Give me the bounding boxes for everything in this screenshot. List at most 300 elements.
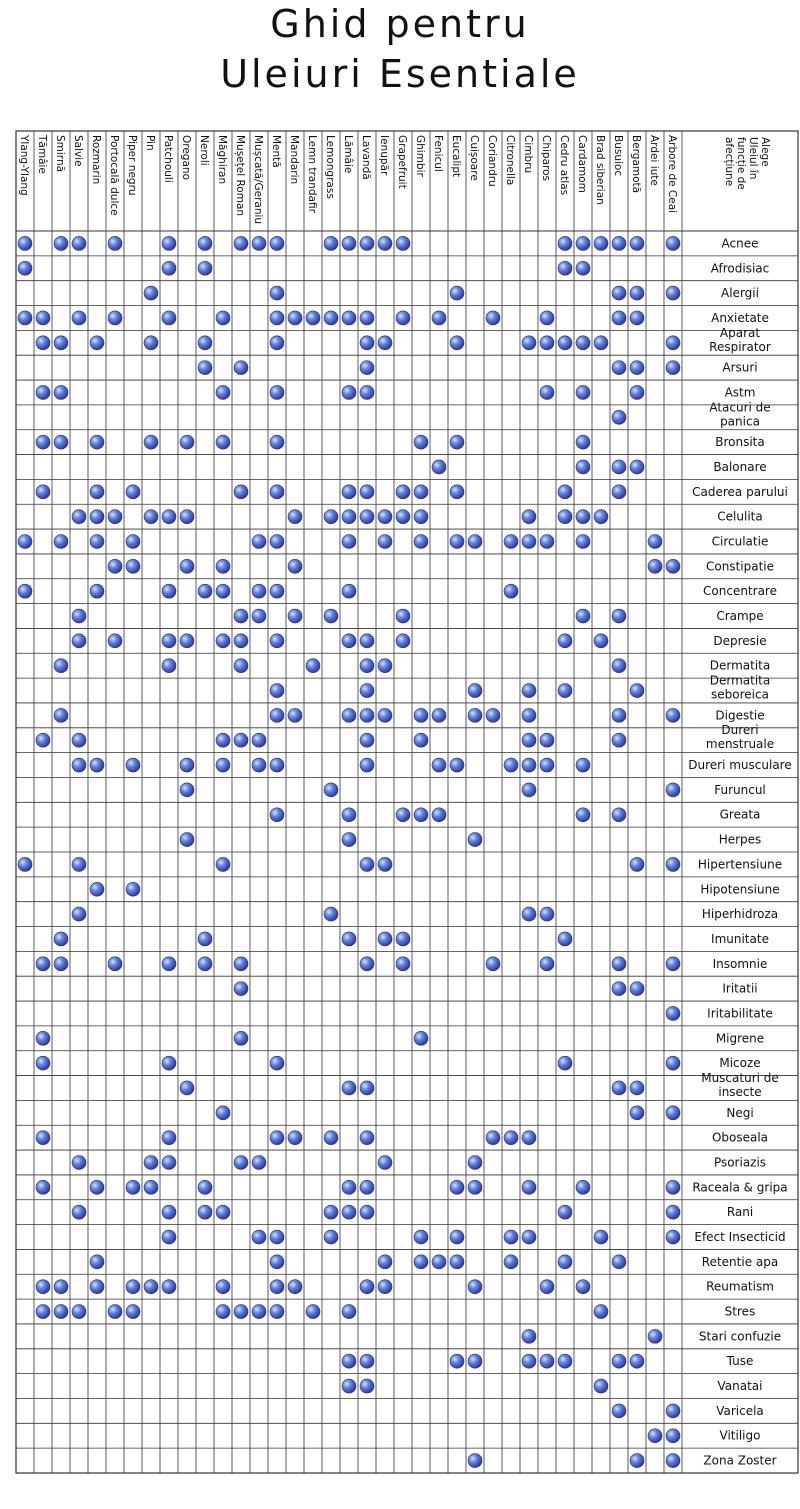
oil-marker [18, 311, 32, 325]
oil-marker [270, 1230, 284, 1244]
oil-marker [522, 783, 536, 797]
oil-marker [234, 361, 248, 375]
oil-marker [612, 957, 626, 971]
ailment-label: Bronsita [715, 435, 765, 450]
oil-marker [306, 659, 320, 673]
oil-marker [558, 1205, 572, 1219]
oil-marker [594, 1379, 608, 1393]
oil-marker [180, 510, 194, 524]
oil-marker [666, 957, 680, 971]
oil-marker [540, 385, 554, 399]
oil-marker [666, 1205, 680, 1219]
oil-marker [666, 1006, 680, 1020]
oil-header: Fenicul [432, 135, 444, 172]
oil-marker [450, 758, 464, 772]
oil-marker [72, 609, 86, 623]
oil-marker [54, 932, 68, 946]
ailment-label: Anxietate [711, 310, 769, 325]
oil-marker [540, 1280, 554, 1294]
oil-marker [504, 1230, 518, 1244]
oil-header: Tămâie [36, 135, 48, 174]
oil-marker [414, 1230, 428, 1244]
oil-marker [270, 1255, 284, 1269]
oil-marker [216, 311, 230, 325]
oil-marker [126, 535, 140, 549]
oil-marker [360, 1205, 374, 1219]
oil-marker [270, 435, 284, 449]
oil-marker [594, 236, 608, 250]
oil-marker [432, 311, 446, 325]
oil-marker [324, 1131, 338, 1145]
oil-marker [486, 708, 500, 722]
oil-marker [324, 1230, 338, 1244]
ailment-label: Crampe [716, 609, 764, 624]
oil-marker [576, 510, 590, 524]
oil-marker [558, 261, 572, 275]
oil-marker [270, 236, 284, 250]
oil-marker [468, 708, 482, 722]
ailment-label: Rani [726, 1205, 754, 1220]
oil-marker [36, 1305, 50, 1319]
ailment-label: Varicela [716, 1403, 764, 1418]
oil-marker [72, 311, 86, 325]
oil-marker [216, 857, 230, 871]
oil-marker [414, 510, 428, 524]
oil-marker [540, 336, 554, 350]
oil-marker [360, 336, 374, 350]
oil-marker [18, 535, 32, 549]
title-line-1: Ghid pentru [270, 2, 530, 46]
oil-marker [666, 1106, 680, 1120]
oil-marker [360, 1131, 374, 1145]
oil-marker [270, 485, 284, 499]
oil-marker [342, 1305, 356, 1319]
oil-marker [36, 1180, 50, 1194]
ailment-label: Hipotensiune [700, 882, 780, 897]
oil-marker [450, 1354, 464, 1368]
oil-marker [630, 236, 644, 250]
ailment-label: Caderea parului [692, 484, 788, 499]
oil-marker [630, 1454, 644, 1468]
oil-marker [198, 932, 212, 946]
oil-marker [324, 311, 338, 325]
oil-marker [396, 311, 410, 325]
oil-header: Mandarin [288, 135, 300, 185]
oil-header: Arbore de Ceai [666, 135, 678, 214]
oil-marker [666, 708, 680, 722]
oil-marker [126, 1180, 140, 1194]
oil-marker [576, 1280, 590, 1294]
oil-marker [504, 1255, 518, 1269]
oil-marker [504, 535, 518, 549]
oil-header: Lemn trandafir [306, 135, 318, 213]
oil-marker [216, 559, 230, 573]
oil-marker [144, 1280, 158, 1294]
oil-marker [360, 758, 374, 772]
oil-marker [576, 1180, 590, 1194]
oil-marker [342, 708, 356, 722]
oil-marker [342, 385, 356, 399]
oil-header: Citronella [504, 135, 516, 186]
oil-marker [522, 1230, 536, 1244]
oil-marker [522, 1180, 536, 1194]
ailment-label: Iritatii [722, 981, 758, 996]
ailment-label: Alergii [721, 286, 759, 301]
oil-header: Oregano [180, 135, 192, 180]
oil-header: Chiparos [540, 135, 552, 181]
oil-marker [360, 236, 374, 250]
oil-marker [270, 758, 284, 772]
oil-marker [72, 907, 86, 921]
oil-marker [90, 1180, 104, 1194]
oil-marker [522, 336, 536, 350]
ailment-label: Stres [724, 1304, 756, 1319]
oil-marker [72, 1205, 86, 1219]
oil-marker [522, 907, 536, 921]
oil-marker [234, 485, 248, 499]
oil-marker [36, 733, 50, 747]
oil-marker [216, 385, 230, 399]
oil-header: Lemongrass [324, 135, 336, 199]
oil-marker [558, 336, 572, 350]
oil-marker [72, 634, 86, 648]
oil-header: Brad siberian [594, 135, 606, 205]
ailment-label: Dermatita [709, 658, 771, 673]
oil-marker [360, 1379, 374, 1393]
oil-marker [666, 1230, 680, 1244]
ailment-label: Depresie [713, 633, 767, 648]
oil-marker [54, 435, 68, 449]
oil-marker [576, 609, 590, 623]
oil-marker [414, 535, 428, 549]
oil-header: Pin [144, 135, 156, 151]
title-line-2: Uleiuri Esentiale [220, 52, 580, 96]
oil-marker [666, 783, 680, 797]
oil-marker [108, 311, 122, 325]
ailment-label: Circulatie [711, 534, 769, 549]
ailment-label: Negi [726, 1105, 754, 1120]
oil-marker [396, 609, 410, 623]
ailment-label: Hiperhidroza [701, 907, 779, 922]
oil-marker [522, 684, 536, 698]
oil-marker [324, 510, 338, 524]
oil-marker [180, 833, 194, 847]
ailment-label: Stari confuzie [698, 1329, 782, 1344]
oil-marker [306, 1305, 320, 1319]
oil-marker [324, 907, 338, 921]
oil-marker [666, 361, 680, 375]
oil-marker [126, 882, 140, 896]
oil-marker [468, 1354, 482, 1368]
oil-marker [252, 584, 266, 598]
oil-marker [396, 932, 410, 946]
oil-marker [342, 932, 356, 946]
oil-marker [180, 559, 194, 573]
oil-marker [216, 1280, 230, 1294]
oil-marker [378, 857, 392, 871]
oil-marker [108, 510, 122, 524]
oil-marker [666, 1454, 680, 1468]
ailment-label: Dermatita seboreica [709, 673, 771, 702]
ailment-label: Aparat Respirator [709, 325, 771, 354]
oil-header: Patchouli [162, 135, 174, 183]
oil-marker [612, 236, 626, 250]
oil-header: Rozmarin [90, 135, 102, 185]
oil-marker [468, 1180, 482, 1194]
oil-marker [234, 659, 248, 673]
oil-marker [36, 1056, 50, 1070]
oil-marker [612, 1081, 626, 1095]
oil-header: Salvie [72, 135, 84, 167]
oil-marker [72, 236, 86, 250]
oil-marker [144, 1156, 158, 1170]
oil-marker [414, 1255, 428, 1269]
oil-marker [72, 1305, 86, 1319]
oil-marker [594, 1230, 608, 1244]
oil-marker [342, 311, 356, 325]
oil-marker [234, 634, 248, 648]
oil-marker [468, 1156, 482, 1170]
oil-marker [36, 435, 50, 449]
oil-marker [378, 236, 392, 250]
oil-marker [198, 957, 212, 971]
oil-marker [90, 1280, 104, 1294]
oil-marker [234, 1031, 248, 1045]
oil-marker [558, 932, 572, 946]
oil-marker [612, 1354, 626, 1368]
oil-header: Ienupăr [378, 135, 390, 176]
oil-marker [666, 1429, 680, 1443]
oil-marker [558, 684, 572, 698]
oil-marker [342, 1180, 356, 1194]
oil-header: Busuioc [612, 135, 624, 177]
oil-marker [198, 361, 212, 375]
oil-marker [612, 311, 626, 325]
oil-marker [162, 584, 176, 598]
oil-marker [90, 535, 104, 549]
oil-marker [36, 1031, 50, 1045]
ailment-label: Oboseala [711, 1130, 769, 1145]
oil-marker [54, 1280, 68, 1294]
corner-header-line: afecțiune [723, 137, 735, 187]
oil-marker [54, 336, 68, 350]
oil-marker [162, 311, 176, 325]
oil-marker [378, 336, 392, 350]
oil-marker [342, 1354, 356, 1368]
oil-marker [180, 783, 194, 797]
oil-marker [630, 311, 644, 325]
oil-marker [360, 684, 374, 698]
oil-marker [216, 435, 230, 449]
ailment-label: Migrene [715, 1031, 765, 1046]
oil-marker [414, 708, 428, 722]
oil-marker [126, 1280, 140, 1294]
oil-marker [468, 1454, 482, 1468]
ailment-label: Imunitate [711, 931, 769, 946]
ailment-label: Raceala & gripa [692, 1180, 788, 1195]
oil-marker [360, 385, 374, 399]
oil-marker [378, 932, 392, 946]
oil-marker [432, 758, 446, 772]
ailment-label: Constipatie [705, 559, 775, 574]
oil-marker [162, 957, 176, 971]
oil-marker [594, 634, 608, 648]
oil-header: Portocală dulce [108, 135, 120, 216]
oil-marker [342, 833, 356, 847]
oil-marker [360, 957, 374, 971]
oil-marker [378, 659, 392, 673]
oil-marker [216, 1106, 230, 1120]
oil-marker [432, 708, 446, 722]
oil-marker [558, 236, 572, 250]
oil-marker [378, 1255, 392, 1269]
oil-marker [72, 758, 86, 772]
oil-marker [144, 1180, 158, 1194]
oil-marker [558, 510, 572, 524]
oil-marker [126, 485, 140, 499]
oil-marker [126, 1305, 140, 1319]
oil-marker [162, 1131, 176, 1145]
oil-marker [108, 559, 122, 573]
oil-marker [540, 907, 554, 921]
oil-marker [522, 708, 536, 722]
ailment-label: Zona Zoster [703, 1453, 777, 1468]
oil-marker [360, 634, 374, 648]
oil-marker [360, 659, 374, 673]
oil-marker [522, 535, 536, 549]
oil-marker [648, 1329, 662, 1343]
oil-marker [342, 1379, 356, 1393]
oil-marker [576, 236, 590, 250]
ailment-label: Atacuri de panica [709, 400, 771, 429]
oil-marker [630, 286, 644, 300]
ailment-label: Efect Insecticid [694, 1230, 786, 1245]
oil-marker [612, 808, 626, 822]
ailment-label: Herpes [718, 832, 762, 847]
oil-marker [486, 957, 500, 971]
oil-marker [396, 485, 410, 499]
oil-marker [270, 311, 284, 325]
oil-marker [270, 634, 284, 648]
oil-marker [252, 535, 266, 549]
oil-marker [414, 485, 428, 499]
oil-marker [360, 311, 374, 325]
oil-marker [288, 1280, 302, 1294]
oil-marker [522, 1354, 536, 1368]
oil-marker [162, 1205, 176, 1219]
oil-marker [342, 808, 356, 822]
oil-marker [504, 1131, 518, 1145]
oil-marker [666, 236, 680, 250]
oil-marker [648, 1429, 662, 1443]
oil-marker [630, 684, 644, 698]
oil-marker [630, 1354, 644, 1368]
oil-marker [378, 1156, 392, 1170]
oil-marker [396, 634, 410, 648]
oil-header: Coriandru [486, 135, 498, 187]
oil-marker [468, 833, 482, 847]
oil-marker [360, 857, 374, 871]
oil-marker [72, 733, 86, 747]
oil-marker [522, 1329, 536, 1343]
corner-header-line: Alege [759, 137, 771, 167]
oil-marker [630, 857, 644, 871]
oil-marker [558, 1056, 572, 1070]
oil-marker [522, 1131, 536, 1145]
oil-marker [270, 385, 284, 399]
oil-marker [252, 1305, 266, 1319]
oil-header: Neroli [198, 135, 210, 166]
oil-marker [180, 435, 194, 449]
oil-marker [486, 311, 500, 325]
oil-header: Grapefruit [396, 135, 408, 189]
oil-marker [144, 510, 158, 524]
oil-marker [450, 336, 464, 350]
oil-marker [270, 1131, 284, 1145]
oil-marker [54, 659, 68, 673]
oil-marker [558, 485, 572, 499]
oil-marker [414, 808, 428, 822]
oil-marker [198, 336, 212, 350]
oil-marker [126, 559, 140, 573]
ailment-label: Retentie apa [701, 1254, 779, 1269]
oil-marker [648, 559, 662, 573]
oil-marker [612, 659, 626, 673]
oil-marker [270, 584, 284, 598]
oil-marker [576, 261, 590, 275]
oil-marker [342, 1081, 356, 1095]
oil-header: Ardei iute [648, 135, 660, 186]
oil-marker [576, 535, 590, 549]
oil-marker [36, 311, 50, 325]
oil-marker [252, 236, 266, 250]
oil-marker [360, 1180, 374, 1194]
ailment-label: Reumatism [706, 1279, 774, 1294]
oil-marker [234, 609, 248, 623]
oil-marker [162, 510, 176, 524]
ailment-label: Digestie [715, 708, 765, 723]
oil-marker [612, 361, 626, 375]
oil-marker [630, 460, 644, 474]
oil-marker [270, 535, 284, 549]
oil-marker [666, 336, 680, 350]
oil-marker [486, 1131, 500, 1145]
oil-marker [18, 584, 32, 598]
ailment-label: Vitiligo [719, 1428, 761, 1443]
oil-header: Cedru atlas [558, 135, 570, 196]
ailment-label: Balonare [713, 459, 767, 474]
ailment-label: Tuse [726, 1354, 754, 1369]
oil-marker [558, 1255, 572, 1269]
oil-marker [612, 982, 626, 996]
oil-marker [54, 535, 68, 549]
oil-marker [18, 236, 32, 250]
oil-marker [360, 1354, 374, 1368]
oil-marker [450, 1180, 464, 1194]
ailment-label: Muscaturi de insecte [701, 1070, 779, 1099]
oil-marker [666, 559, 680, 573]
oil-marker [90, 510, 104, 524]
oil-marker [432, 1255, 446, 1269]
oil-marker [378, 535, 392, 549]
oil-marker [144, 435, 158, 449]
oil-marker [288, 1131, 302, 1145]
oil-marker [252, 758, 266, 772]
oil-marker [432, 460, 446, 474]
oil-marker [378, 510, 392, 524]
oil-header: Lavandă [360, 135, 372, 180]
oil-header: Cardamom [576, 135, 588, 193]
